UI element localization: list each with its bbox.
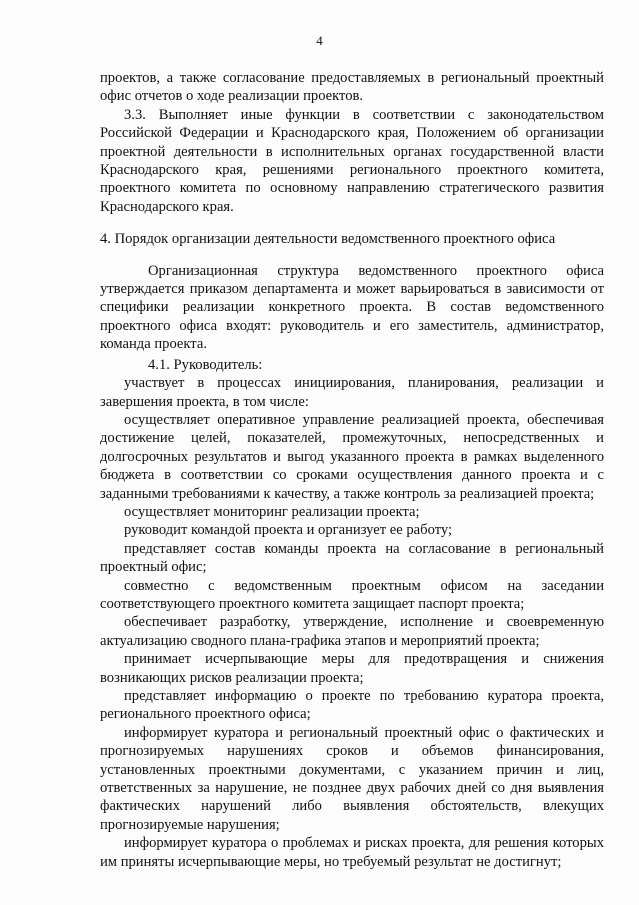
list-item: принимает исчерпывающие меры для предотвращения и снижения возникающих рисков реализации проекта;: [100, 651, 604, 686]
intro-paragraph: Организационная структура ведомственного проектного офиса утверждается приказом департамента и может варьироваться в зависимости от специфики реализации конкретного проекта. В состав ведомственного проектного офиса входят: руководитель и его заместитель, администратор, команда проекта.: [100, 262, 604, 353]
list-item: представляет состав команды проекта на согласование в региональный проектный офис;: [100, 540, 604, 576]
page-number: 4: [316, 33, 323, 48]
list-item: представляет информацию о проекте по требованию куратора проекта, регионального проектного офиса;: [100, 688, 604, 723]
document-body: [100, 69, 604, 871]
subsection-heading: 4.1. Руководитель:: [148, 356, 263, 373]
section-heading: 4. Порядок организации деятельности ведомственного проектного офиса: [100, 231, 556, 248]
paragraph-3-3: 3.3. Выполняет иные функции в соответствии с законодательством Российской Федерации и Краснодарского края, Положением об организации проектной деятельности в исполнительных органах государственной власти Краснодарского края, решениями регионального проектного комитета, проектного комитета по основному направлению стратегического развития Краснодарского края.: [100, 106, 604, 215]
paragraph-continuation: проектов, а также согласование предоставляемых в региональный проектный офис отчетов о ходе реализации проектов.: [100, 70, 604, 105]
list-item: руководит командой проекта и организует ее работу;: [124, 522, 453, 539]
list-item: участвует в процессах инициирования, планирования, реализации и завершения проекта, в том числе:: [100, 375, 604, 410]
list-item: обеспечивает разработку, утверждение, исполнение и своевременную актуализацию сводного плана-графика этапов и мероприятий проекта;: [100, 614, 604, 649]
list-item: информирует куратора о проблемах и рисках проекта, для решения которых им приняты исчерпывающие меры, но требуемый результат не достигнут;: [100, 835, 604, 870]
list-item: осуществляет мониторинг реализации проекта;: [124, 503, 420, 520]
list-item: осуществляет оперативное управление реализацией проекта, обеспечивая достижение целей, показателей, промежуточных, непосредственных и долгосрочных результатов и выгод указанного проекта в рамках выделенного бюджета в соответствии со сроками осуществления данного проекта и с заданными требованиями к качеству, а также контроль за реализацией проекта;: [100, 411, 604, 502]
list-item: информирует куратора и региональный проектный офис о фактических и прогнозируемых нарушениях сроков и объемов финансирования, установленных проектными документами, с указанием причин и лиц, ответственных за нарушение, не позднее двух рабочих дней со дня выявления фактических нарушений либо выявления обстоятельств, влекущих прогнозируемые нарушения;: [100, 724, 604, 833]
list-item: совместно с ведомственным проектным офисом на заседании соответствующего проектного комитета защищает паспорт проекта;: [100, 577, 604, 612]
